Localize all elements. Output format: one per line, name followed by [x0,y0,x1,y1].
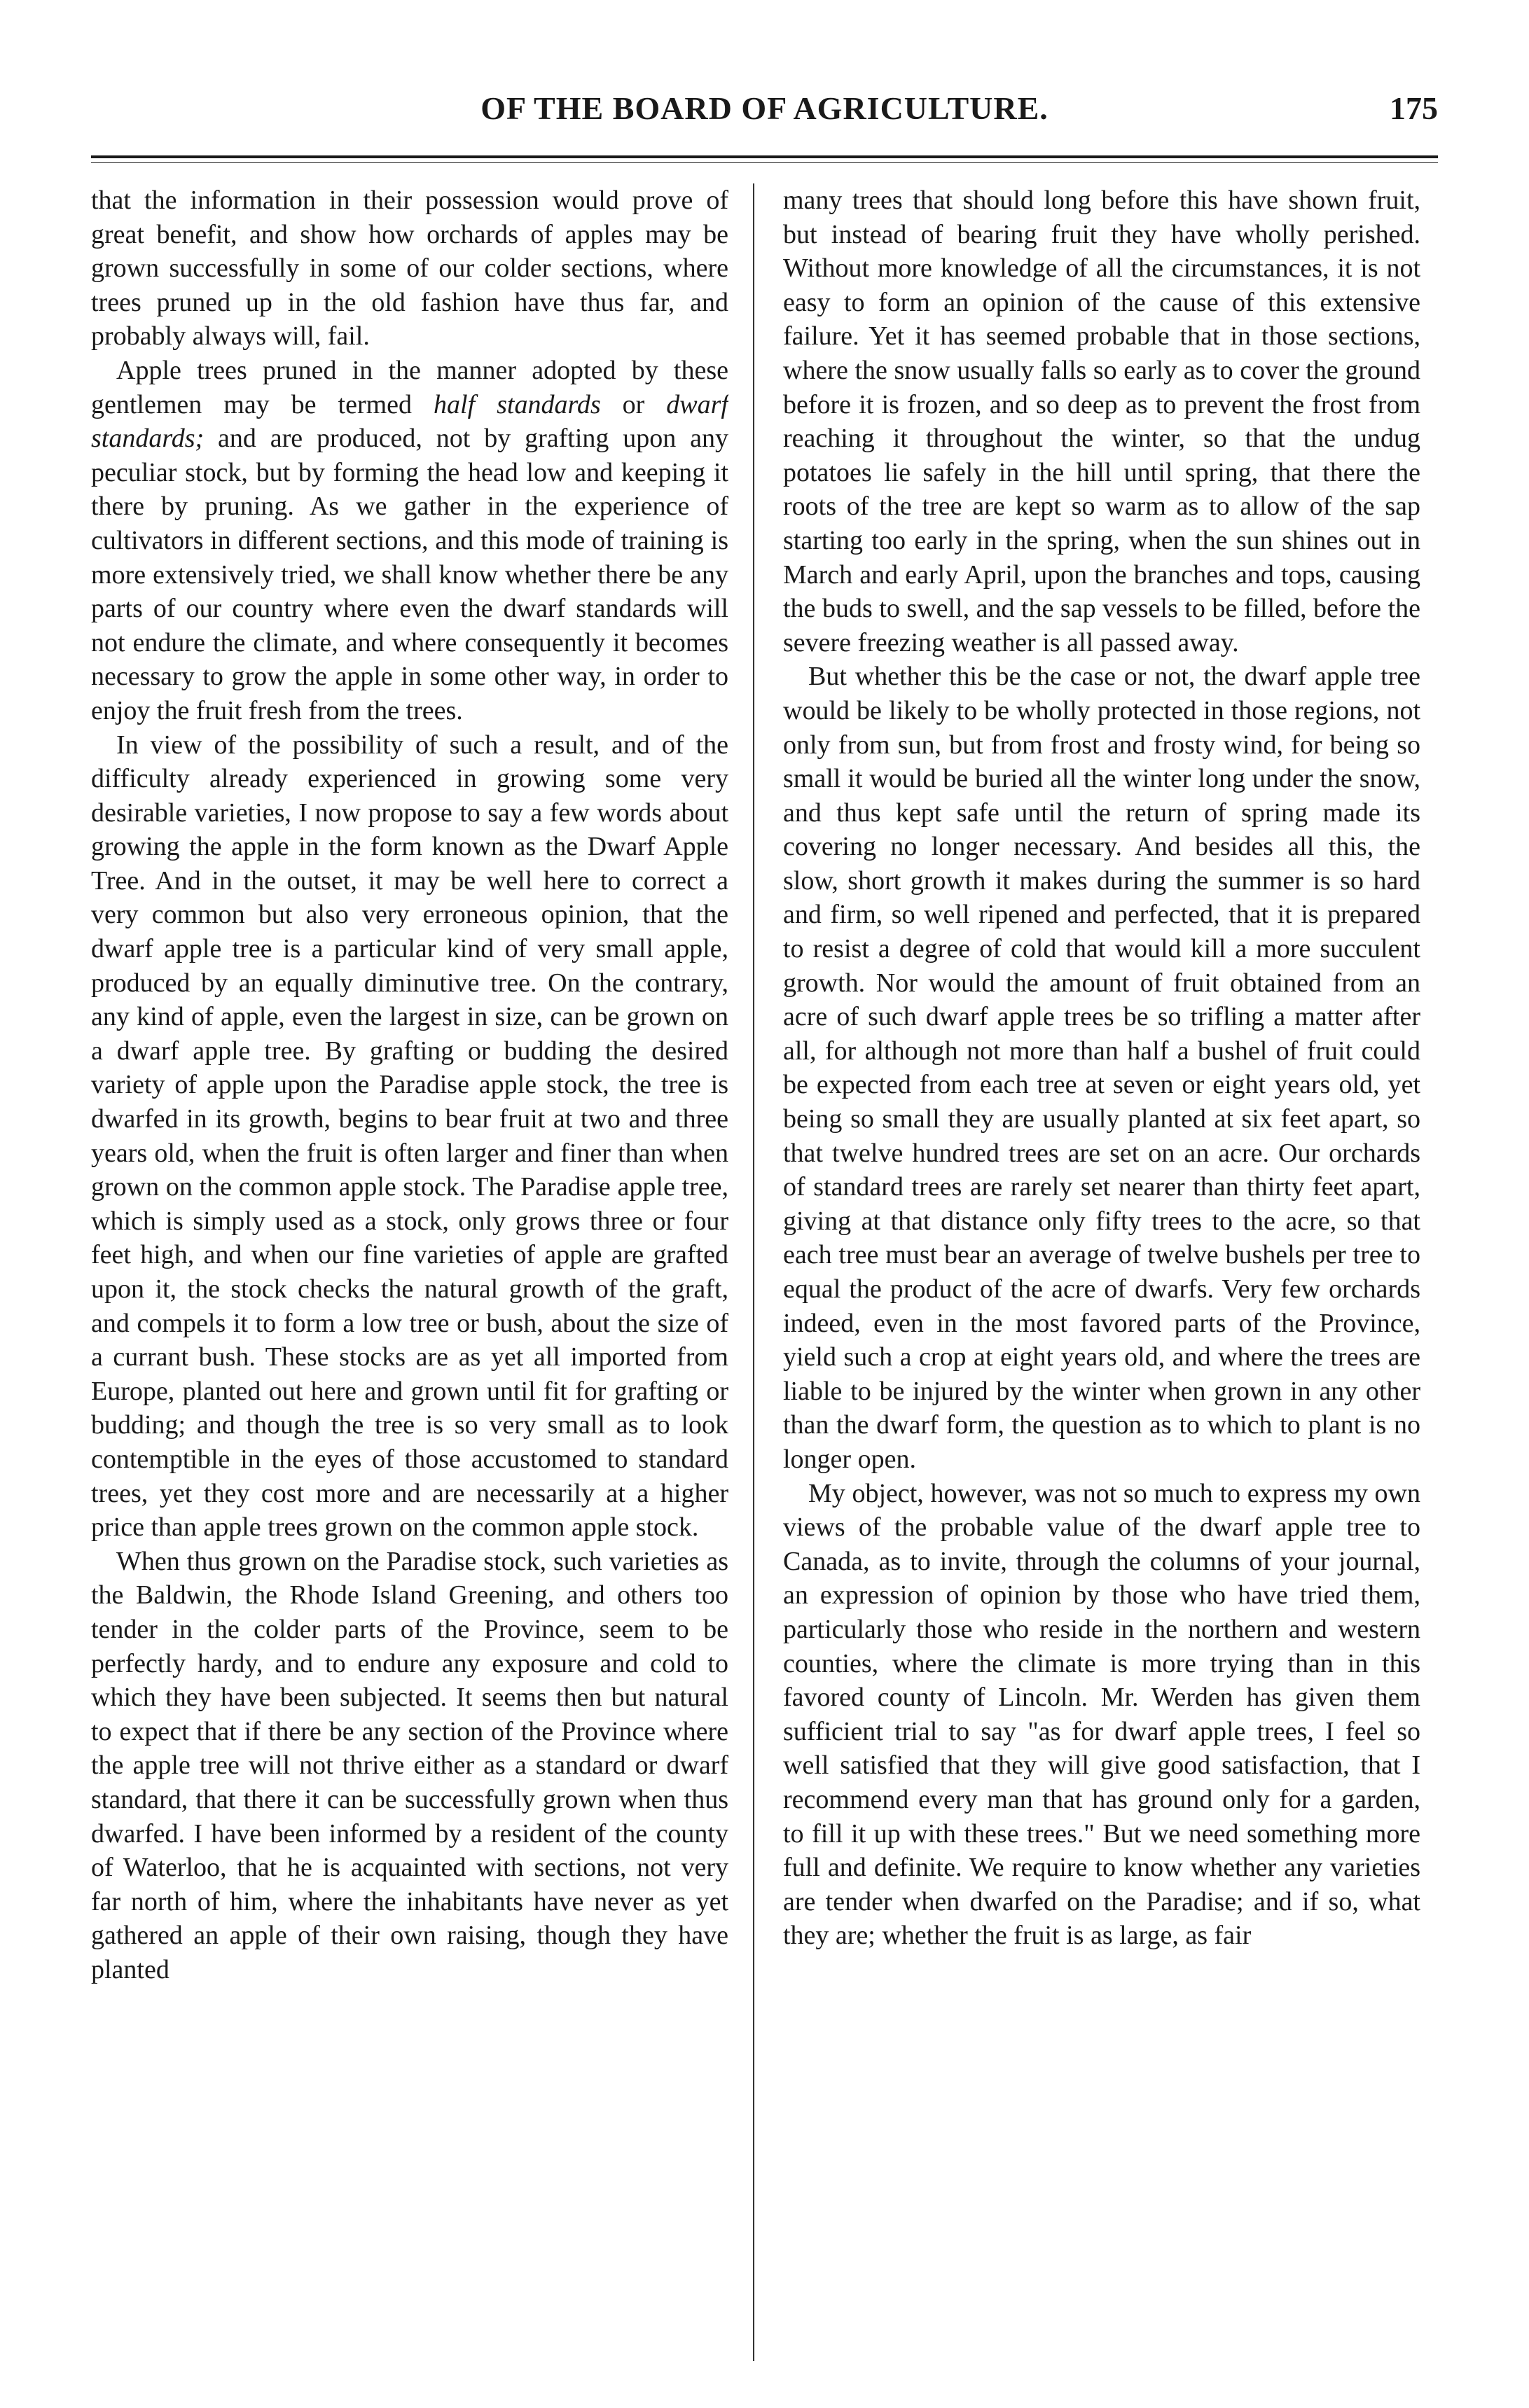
right-paragraph-3: My object, however, was not so much to express my own views of the probable value of the dwarf apple tree to Canada, as to invite, through the columns of your journal, an expression of opinion by those who have tried them, particularly those who reside in the northern and western counties, where the climate is more trying than in this favored county of Lincoln. Mr. Werden has given them sufficient trial to say "as for dwarf apple trees, I feel so well satisfied that they will give good satisfaction, that I recommend every man that has ground only for a garden, to fill it up with these trees." But we need something more full and definite. We require to know whether any varieties are tender when dwarfed on the Paradise; and if so, what they are; whether the fruit is as large, as fair [783,1478,1420,1951]
right-column [783,183,1420,2368]
left-paragraph-2-text-b: or [600,389,667,419]
left-paragraph-3: In view of the possibility of such a result, and of the difficulty already experienced in growing some very desirable varieties, I now propose to say a few words about growing the apple in the form known as the Dwarf Apple Tree. And in the outset, it may be well here to correct a very common but also very erroneous opinion, that the dwarf apple tree is a particular kind of very small apple, produced by an equally diminutive tree. On the contrary, any kind of apple, even the largest in size, can be grown on a dwarf apple tree. By grafting or budding the desired variety of apple upon the Paradise apple stock, the tree is dwarfed in its growth, begins to bear fruit at two and three years old, when the fruit is often larger and finer than when grown on the common apple stock. The Paradise apple tree, which is simply used as a stock, only grows three or four feet high, and when our fine varieties of apple are grafted upon it, the stock checks the natural growth of the graft, and compels it to form a low tree or bush, about the size of a currant bush. These stocks are as yet all imported from Europe, planted out here and grown until fit for grafting or budding; and though the tree is so very small as to look contemptible in the eyes of those accustomed to standard trees, yet they cost more and are necessarily at a higher price than apple trees grown on the common apple stock. [91,730,728,1543]
term-dwarf-standards: dwarf standards; [91,389,728,454]
right-paragraph-1: many trees that should long before this have shown fruit, but instead of bearing fruit they have wholly perished. Without more knowledge of all the circumstances, it is not easy to form an opinion of the cause of this extensive failure. Yet it has seemed probable that in those sections, where the snow usually falls so early as to cover the ground before it is frozen, and so deep as to prevent the frost from reaching it throughout the winter, so that the undug potatoes lie safely in the hill until spring, that there the roots of the tree are kept so warm as to allow of the sap starting too early in the spring, when the sun shines out in March and early April, upon the branches and tops, causing the buds to swell, and the sap vessels to be filled, before the severe freezing weather is all passed away. [783,186,1420,657]
running-title: OF THE BOARD OF AGRICULTURE. [480,90,1049,126]
left-paragraph-4: When thus grown on the Paradise stock, such varieties as the Baldwin, the Rhode Island Greening, and others too tender in the colder parts of the Province, seem to be perfectly hardy, and to endure any exposure and cold to which they have been subjected. It seems then but natural to expect that if there be any section of the Province where the apple tree will not thrive either as a standard or dwarf standard, that there it can be successfully grown when thus dwarfed. I have been informed by a resident of the county of Waterloo, that he is acquainted with sections, not very far north of him, where the inhabitants have never as yet gathered an apple of their own raising, though they have planted [91,1546,728,1984]
right-paragraph-2: But whether this be the case or not, the dwarf apple tree would be likely to be wholly protected in those regions, not only from sun, but from frost and frosty wind, for being so small it would be buried all the winter long under the snow, and thus kept safe until the return of spring made its covering no longer necessary. And besides all this, the slow, short growth it makes during the summer is so hard and firm, so well ripened and perfected, that it is prepared to resist a degree of cold that would kill a more succulent growth. Nor would the amount of fruit obtained from an acre of such dwarf apple trees be so trifling a matter after all, for although not more than half a bushel of fruit could be expected from each tree at seven or eight years old, yet being so small they are usually planted at six feet apart, so that twelve hundred trees are set on an acre. Our orchards of standard trees are rarely set nearer than thirty feet apart, giving at that distance only fifty trees to the acre, so that each tree must bear an average of twelve bushels per tree to equal the product of the acre of dwarfs. Very few orchards indeed, even in the most favored parts of the Province, yield such a crop at eight years old, and where the trees are liable to be injured by the winter when grown in any other than the dwarf form, the question as to which to plant is no longer open. [783,662,1420,1474]
left-paragraph-2 [91,354,728,728]
term-half-standards: half standards [434,389,601,419]
column-divider [753,183,754,2361]
running-head [91,90,1438,139]
left-paragraph-1: that the information in their possession would prove of great benefit, and show how orchards of apples may be grown successfully in some of our colder sections, where trees pruned up in the old fashion have thus far, and probably always will, fail. [91,186,728,352]
left-paragraph-2-text-a: Apple trees pruned in the manner adopted by these gentlemen may be termed [91,355,728,419]
header-rule-thin [91,162,1438,163]
left-column [91,183,728,2368]
header-rule-thick [91,155,1438,158]
left-paragraph-2-text-c: and are produced, not by grafting upon any peculiar stock, but by forming the head low and keeping it there by pruning. As we gather in the experience of cultivators in different sections, and this mode of training is more extensively tried, we shall know whether there be any parts of our country where even the dwarf standards will not endure the climate, and where consequently it becomes necessary to grow the apple in some other way, in order to enjoy the fruit fresh from the trees. [91,424,728,725]
page-number: 175 [1390,90,1438,126]
